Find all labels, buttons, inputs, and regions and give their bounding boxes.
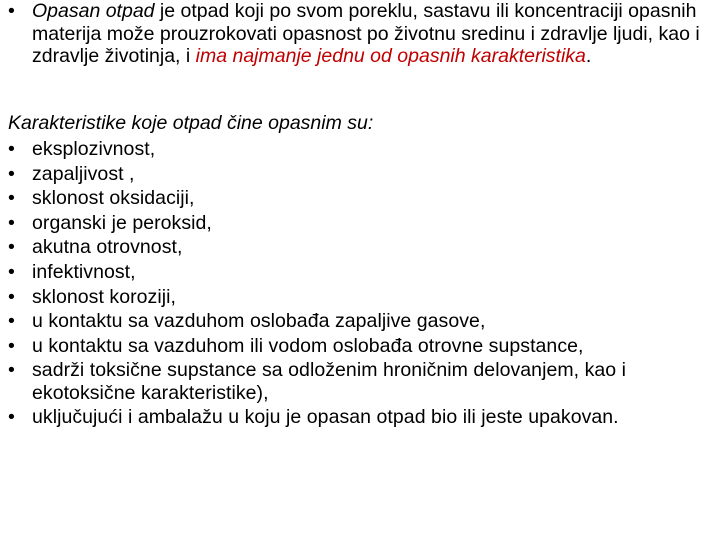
list-item-text: eksplozivnost, [32,138,156,160]
bullet-marker: • [8,406,15,429]
bullet-marker: • [8,334,15,357]
list-item-text: zapaljivost , [32,162,135,185]
definition-term: Opasan otpad [32,0,155,22]
list-item-text: organski je peroksid, [32,211,212,234]
definition-text [32,0,716,68]
list-item [8,406,716,429]
definition-end: . [585,45,592,67]
bullet-marker: • [8,285,15,308]
list-item-text: u kontaktu sa vazduhom ili vodom oslobađa otrovne supstance, [32,334,584,357]
list-item [8,261,716,284]
list-item-text: sklonost koroziji, [32,285,176,308]
bullet-marker: • [8,187,15,210]
definition-body: je otpad koji po svom poreklu, sastavu ili koncentraciji opasnih materija može prouzrokovati opasnost po životnu sredinu i zdravlje ljudi, kao i zdravlje životinja, i [32,0,700,67]
list-item [8,359,716,404]
characteristics-list [8,138,716,431]
list-item [8,163,716,186]
list-item [8,187,716,210]
list-item [8,335,716,358]
list-item [8,286,716,309]
list-item-text: sadrži toksične supstance sa odloženim hroničnim delovanjem, kao i ekotoksične karakteristike), [32,359,627,404]
definition-highlight: ima najmanje jednu od opasnih karakteristika [195,45,586,67]
list-item [8,236,716,259]
list-item-text: akutna otrovnost, [32,236,183,259]
list-item-text: uključujući i ambalažu u koju je opasan otpad bio ili jeste upakovan. [32,406,619,429]
definition-bullet-row [8,0,716,68]
bullet-marker: • [8,236,15,259]
characteristics-heading: Karakteristike koje otpad čine opasnim su: [8,112,374,134]
bullet-marker: • [8,162,15,185]
list-item-text: infektivnost, [32,260,136,283]
definition-paragraph [8,0,716,68]
list-item-text: u kontaktu sa vazduhom oslobađa zapaljive gasove, [32,310,486,333]
bullet-marker: • [8,359,15,382]
bullet-marker: • [8,260,15,283]
bullet-marker: • [8,211,15,234]
list-item-text: sklonost oksidaciji, [32,187,195,210]
bullet-marker: • [8,138,15,160]
list-item [8,310,716,333]
bullet-marker: • [8,0,15,22]
bullet-marker: • [8,310,15,333]
list-item [8,212,716,235]
list-item [8,138,716,161]
